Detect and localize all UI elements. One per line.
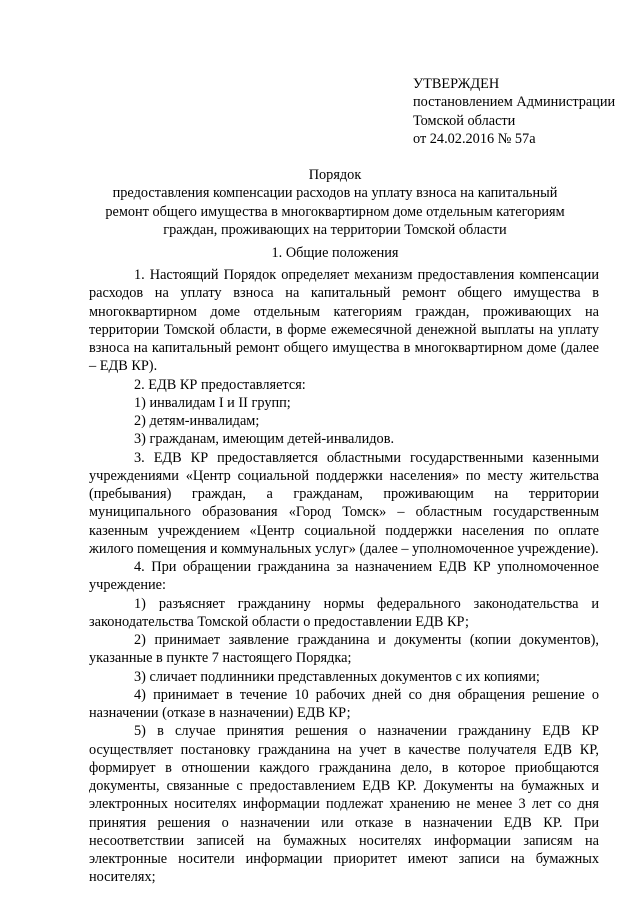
paragraph: 2. ЕДВ КР предоставляется:: [134, 376, 306, 393]
paragraph: 3. ЕДВ КР предоставляется областными государственными казенными учреждениями «Центр социальной поддержки населения» по месту жительства (пребывания) граждан, а гражданам, проживающим на территории муниципального образования «Город Томск» – областным государственным казенным учреждением «Центр социальной поддержки населения по оплате жилого помещения и коммунальных услуг» (далее – уполномоченное учреждение).: [89, 449, 599, 557]
approval-line: Томской области: [413, 112, 516, 129]
list-item: 4) принимает в течение 10 рабочих дней со дня обращения решение о назначении (отказе в назначении) ЕДВ КР;: [89, 686, 599, 721]
approval-stamp: [413, 75, 628, 148]
list-item: 3) сличает подлинники представленных документов с их копиями;: [134, 668, 540, 685]
list-item: 2) принимает заявление гражданина и документы (копии документов), указанные в пункте 7 настоящего Порядка;: [89, 632, 599, 667]
document-subtitle-line: ремонт общего имущества в многоквартирном доме отдельным категориям: [105, 203, 565, 220]
document-subtitle-line: граждан, проживающих на территории Томской области: [163, 221, 507, 238]
approval-line: постановлением Администрации: [413, 94, 616, 111]
paragraph: 4. При обращении гражданина за назначением ЕДВ КР уполномоченное учреждение:: [89, 559, 599, 594]
document-title-block: [100, 166, 570, 239]
document-subtitle-line: предоставления компенсации расходов на уплату взноса на капитальный: [112, 185, 558, 202]
list-item: 3) гражданам, имеющим детей-инвалидов.: [134, 431, 395, 448]
list-item: 1) разъясняет гражданину нормы федерального законодательства и законодательства Томской области о предоставлении ЕДВ КР;: [89, 595, 599, 630]
approval-date: от 24.02.2016 № 57а: [413, 130, 536, 147]
section-heading: 1. Общие положения: [271, 245, 399, 261]
list-item: 2) детям-инвалидам;: [134, 413, 260, 429]
approval-title: УТВЕРЖДЕН: [413, 76, 500, 92]
paragraph: 1. Настоящий Порядок определяет механизм предоставления компенсации расходов на уплату взноса на капитальный ремонт общего имущества в многоквартирном доме отдельным категориям граждан, проживающих на территории Томской области, в форме ежемесячной денежной выплаты на уплату взноса на капитальный ремонт общего имущества в многоквартирном доме (далее – ЕДВ КР).: [89, 267, 599, 375]
list-item: 5) в случае принятия решения о назначении гражданину ЕДВ КР осуществляет постановку гражданина на учет в качестве получателя ЕДВ КР, формирует в отношении каждого гражданина дело, в которое приобщаются документы, связанные с предоставлением ЕДВ КР. Документы на бумажных и электронных носителях информации подлежат хранению не менее 3 лет со дня принятия решения о назначении или отказе в назначении ЕДВ КР. При несоответствии записей на бумажных носителях информации записям на электронные носители информации приоритет имеют записи на бумажных носителях;: [89, 723, 599, 886]
document-title: Порядок: [308, 167, 362, 183]
list-item: 1) инвалидам I и II групп;: [134, 394, 291, 411]
document-body: [89, 266, 599, 887]
